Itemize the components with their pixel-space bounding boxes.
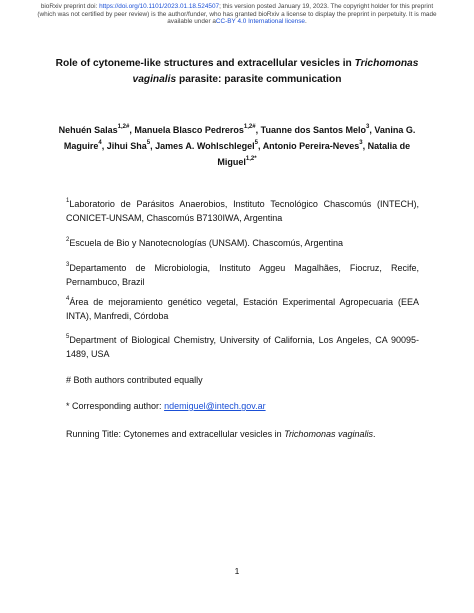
running-title-species: Trichomonas vaginalis <box>284 429 373 439</box>
running-title: Running Title: Cytonemes and extracellular vesicles in Trichomonas vaginalis. <box>66 429 376 439</box>
paper-title: Role of cytoneme-like structures and extracellular vesicles in Trichomonas vaginalis parasite: parasite communication <box>55 58 419 85</box>
banner-line-2: (which was not certified by peer review) is the author/funder, who has granted bioRxiv a license to display the preprint in perpetuity. It is made <box>37 10 437 18</box>
author: Jihui Sha$^5$, <box>106 140 156 151</box>
banner-line-1: bioRxiv preprint doi: https://doi.org/10.1101/2023.01.18.524507; this version posted January 19, 2023. The copyright holder for this preprint <box>40 3 434 10</box>
affiliation-2: $^2$Escuela de Bio y Nanotecnologías (UNSAM). Chascomús, Argentina <box>66 237 343 248</box>
page-number: 1 <box>234 566 240 576</box>
license-link[interactable]: CC-BY 4.0 International license <box>215 18 305 26</box>
author: Manuela Blasco Pedreros$^{1,2\#}$, <box>134 124 261 135</box>
affiliation-3: $^3$Departamento de Microbiologia, Instituto Aggeu Magalhães, Fiocruz, Recife, Pernambuco, Brazil <box>66 262 419 287</box>
affiliation-5: $^5$Department of Biological Chemistry, University of California, Los Angeles, CA 90095-1489, USA <box>66 334 419 359</box>
corresponding-email-link[interactable]: ndemiguel@intech.gov.ar <box>164 401 266 411</box>
equal-contribution-note: # Both authors contributed equally <box>66 375 203 385</box>
affiliation-4: $^4$Área de mejoramiento genético vegetal, Estación Experimental Agropecuaria (EEA INTA), Manfredi, Córdoba <box>66 296 419 321</box>
banner-line-3: available under aCC-BY 4.0 International license. <box>167 18 307 26</box>
author: Vanina G. Maguire$^4$, <box>63 125 416 151</box>
author: Natalia de Miguel$^{1,2*}$ <box>217 141 411 167</box>
author: Nehuén Salas$^{1,2\#}$, <box>58 124 135 135</box>
corresponding-author: * Corresponding author: ndemiguel@intech.gov.ar <box>66 401 266 411</box>
doi-link[interactable]: https://doi.org/10.1101/2023.01.18.524507 <box>99 3 220 10</box>
author: Tuanne dos Santos Melo$^3$, <box>260 124 375 135</box>
author: Antonio Pereira-Neves$^3$, <box>262 140 368 151</box>
title-species: Trichomonas vaginalis <box>132 58 419 85</box>
author-list <box>56 122 418 170</box>
author: James A. Wohlschlegel$^5$, <box>155 140 263 151</box>
preprint-banner <box>0 3 474 26</box>
affiliation-1: $^1$Laboratorio de Parásitos Anaerobios, Instituto Tecnológico Chascomús (INTECH), CONICET-UNSAM, Chascomús B7130IWA, Argentina <box>66 198 419 223</box>
